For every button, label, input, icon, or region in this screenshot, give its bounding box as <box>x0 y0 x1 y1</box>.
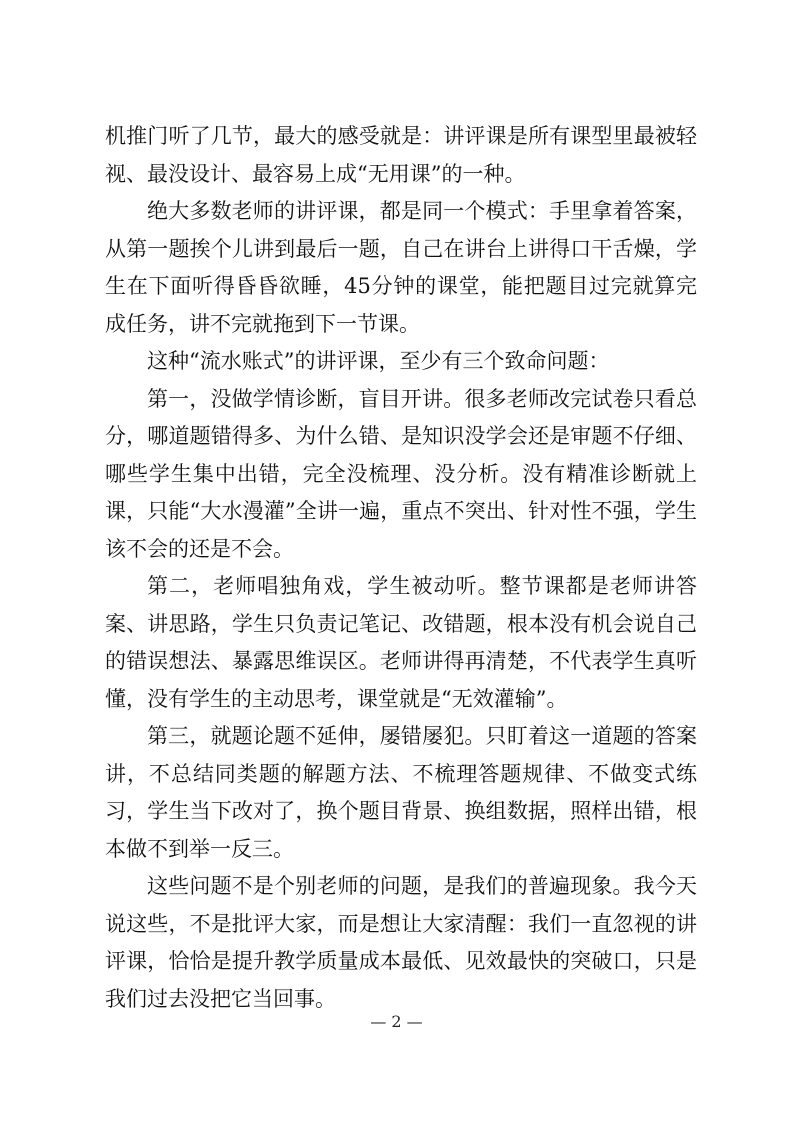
paragraph-5: 第二，老师唱独角戏，学生被动听。整节课都是老师讲答案、讲思路，学生只负责记笔记、改错题，根本没有机会说自己的错误想法、暴露思维误区。老师讲得再清楚，不代表学生真听懂，没有学生的主动思考，课堂就是“无效灌输”。 <box>105 574 697 711</box>
paragraph-1: 机推门听了几节，最大的感受就是：讲评课是所有课型里最被轻视、最没设计、最容易上成“无用课”的一种。 <box>105 124 697 186</box>
paragraph-6: 第三，就题论题不延伸，屡错屡犯。只盯着这一道题的答案讲，不总结同类题的解题方法、不梳理答题规律、不做变式练习，学生当下改对了，换个题目背景、换组数据，照样出错，根本做不到举一反三。 <box>105 724 697 861</box>
paragraph-3: 这种“流水账式”的讲评课，至少有三个致命问题： <box>147 349 610 373</box>
paragraph-7: 这些问题不是个别老师的问题，是我们的普遍现象。我今天说这些，不是批评大家，而是想让大家清醒：我们一直忽视的讲评课，恰恰是提升教学质量成本最低、见效最快的突破口，只是我们过去没把它当回事。 <box>105 874 697 1011</box>
paragraph-2: 绝大多数老师的讲评课，都是同一个模式：手里拿着答案，从第一题挨个儿讲到最后一题，自己在讲台上讲得口干舌燥，学生在下面听得昏昏欲睡，45分钟的课堂，能把题目过完就算完成任务，讲不完就拖到下一节课。 <box>105 199 697 336</box>
page-number: — 2 — <box>370 1012 423 1031</box>
document-body <box>105 118 697 1018</box>
paragraph-4: 第一，没做学情诊断，盲目开讲。很多老师改完试卷只看总分，哪道题错得多、为什么错、是知识没学会还是审题不仔细、哪些学生集中出错，完全没梳理、没分析。没有精准诊断就上课，只能“大水漫灌”全讲一遍，重点不突出、针对性不强，学生该不会的还是不会。 <box>105 386 697 561</box>
